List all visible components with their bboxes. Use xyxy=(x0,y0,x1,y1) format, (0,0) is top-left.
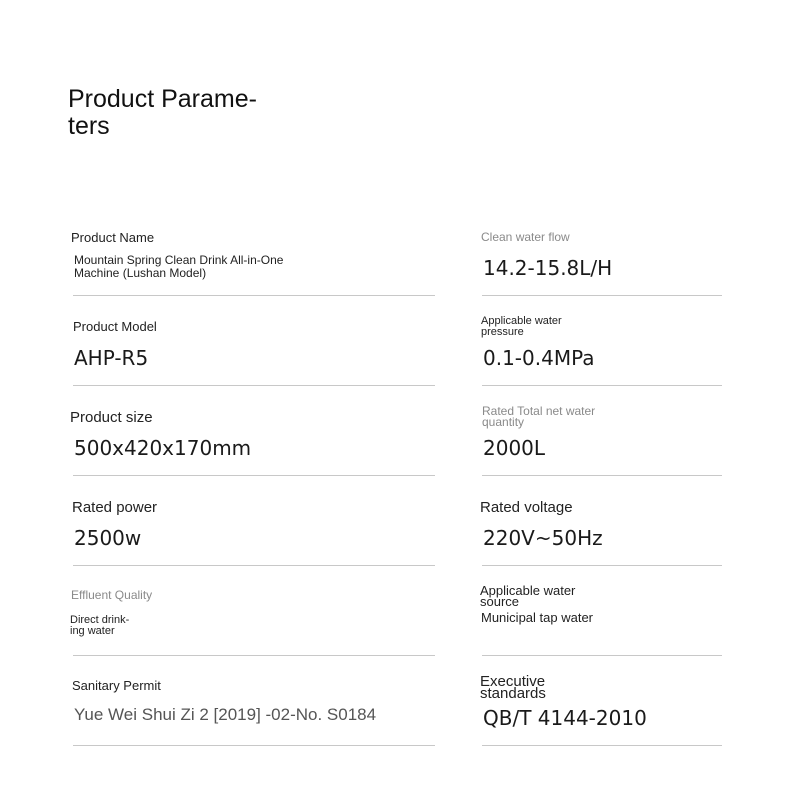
divider xyxy=(482,655,722,656)
param-value: QB/T 4144-2010 xyxy=(483,706,647,730)
divider xyxy=(73,475,435,476)
parameters-right-column xyxy=(480,222,722,762)
param-value: 2000L xyxy=(483,436,546,460)
param-clean-water-flow xyxy=(480,222,722,312)
param-rated-voltage xyxy=(480,492,722,582)
param-label: Product size xyxy=(70,409,153,426)
param-product-name xyxy=(71,222,435,312)
divider xyxy=(73,385,435,386)
param-value: Mountain Spring Clean Drink All-in-One Machine (Lushan Model) xyxy=(74,253,284,280)
param-value: Yue Wei Shui Zi 2 [2019] -02-No. S0184 xyxy=(74,705,377,724)
divider xyxy=(482,475,722,476)
param-product-size xyxy=(71,402,435,492)
param-rated-net-water-quantity xyxy=(480,402,722,492)
param-label: Applicable water pressure xyxy=(481,315,562,338)
divider xyxy=(73,655,435,656)
divider xyxy=(73,295,435,296)
param-value: 14.2-15.8L/H xyxy=(483,256,613,280)
param-label: Applicable water source xyxy=(480,583,576,609)
parameters-left-column xyxy=(71,222,435,762)
param-sanitary-permit xyxy=(71,672,435,762)
param-value: 0.1-0.4MPa xyxy=(483,346,595,370)
param-label: Rated voltage xyxy=(480,499,573,516)
divider xyxy=(73,565,435,566)
param-value: Municipal tap water xyxy=(481,610,593,625)
param-label: Rated power xyxy=(72,499,158,516)
param-value: 500x420x170mm xyxy=(74,436,252,460)
page-title: Product Parame- ters xyxy=(68,85,257,140)
divider xyxy=(482,295,722,296)
divider xyxy=(482,385,722,386)
param-value: Direct drink- ing water xyxy=(70,614,130,637)
param-applicable-water-pressure xyxy=(480,312,722,402)
param-value: 2500w xyxy=(74,526,142,550)
param-rated-power xyxy=(71,492,435,582)
param-label: Product Name xyxy=(71,230,155,245)
param-applicable-water-source xyxy=(480,582,722,672)
param-effluent-quality xyxy=(71,582,435,672)
param-value: 220V~50Hz xyxy=(483,526,603,550)
divider xyxy=(73,745,435,746)
divider xyxy=(482,565,722,566)
param-label: Clean water flow xyxy=(481,230,570,244)
param-product-model xyxy=(71,312,435,402)
param-label: Sanitary Permit xyxy=(72,678,161,693)
param-label: Rated Total net water quantity xyxy=(482,404,596,429)
param-executive-standards xyxy=(480,672,722,762)
param-label: Product Model xyxy=(73,319,157,334)
param-label: Executive standards xyxy=(480,673,546,702)
param-value: AHP-R5 xyxy=(74,346,149,370)
param-label: Effluent Quality xyxy=(71,588,153,602)
divider xyxy=(482,745,722,746)
